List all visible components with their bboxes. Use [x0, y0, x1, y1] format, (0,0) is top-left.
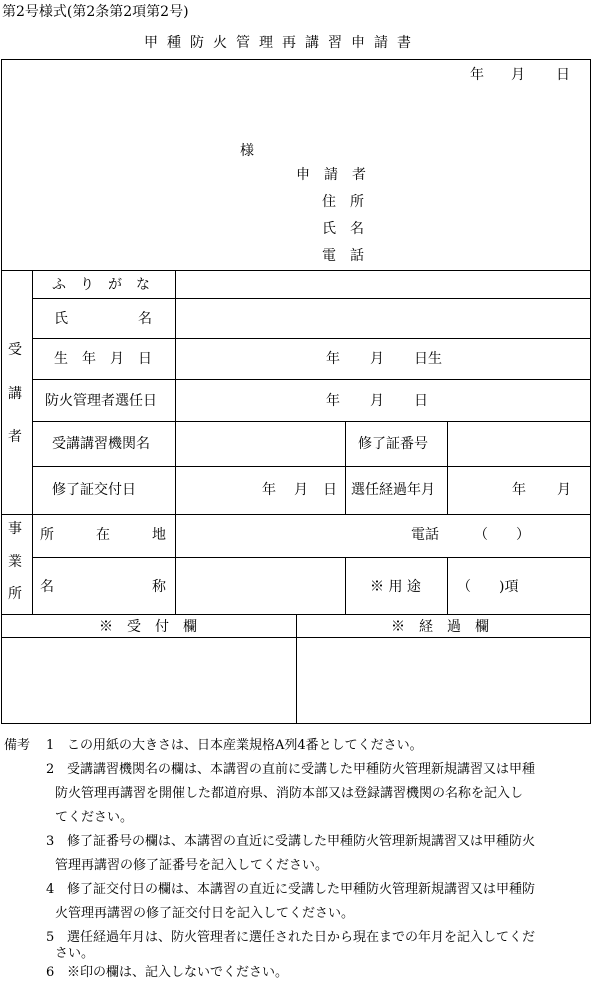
- note-3-line-2: 管理再講習の修了証番号を記入してください。: [55, 858, 329, 873]
- progress-label: ※ 経 過 欄: [391, 619, 489, 635]
- institution-field[interactable]: [176, 422, 345, 466]
- trainee-name-label: 氏 名: [54, 311, 152, 327]
- trainee-label-1: 受: [8, 342, 22, 358]
- date-year: 年: [470, 67, 484, 83]
- appointment-date-label: 防火管理者選任日: [45, 393, 157, 409]
- appointment-year: 年: [326, 393, 340, 409]
- business-name-field[interactable]: [176, 558, 345, 614]
- institution-label: 受講講習機関名: [52, 436, 150, 452]
- trainee-label-3: 者: [8, 429, 22, 445]
- note-2-line-2: 防火管理再講習を開催した都道府県、消防本部又は登録講習機関の名称を記入し: [55, 786, 524, 801]
- reception-label: ※ 受 付 欄: [99, 619, 197, 635]
- issue-day: 日: [323, 482, 337, 498]
- note-6-line-1: ※印の欄は、記入しないでください。: [67, 965, 289, 980]
- trainee-label-2: 講: [8, 386, 22, 402]
- date-month: 月: [511, 67, 525, 83]
- birthdate-label: 生 年 月 日: [54, 351, 152, 367]
- notes-label: 備考: [4, 738, 31, 753]
- business-label-1: 事: [8, 521, 22, 537]
- business-name-label: 名 称: [40, 579, 166, 595]
- issue-year: 年: [262, 482, 276, 498]
- birth-month: 月: [370, 351, 384, 367]
- elapsed-year: 年: [512, 482, 526, 498]
- applicant-label: 申 請 者: [296, 167, 366, 183]
- elapsed-label: 選任経過年月: [351, 482, 435, 498]
- certificate-number-field[interactable]: [448, 422, 590, 466]
- usage-label: ※ 用 途: [370, 579, 421, 595]
- business-label-2: 業: [8, 554, 22, 570]
- form-title: 甲種防火管理再講習申請書: [144, 35, 420, 51]
- certificate-number-label: 修了証番号: [358, 436, 428, 452]
- reception-area: [2, 638, 296, 723]
- date-day: 日: [556, 67, 570, 83]
- business-phone: 電話 （ ）: [411, 527, 530, 543]
- issue-month: 月: [294, 482, 308, 498]
- note-5-number: 5: [46, 930, 55, 945]
- address-label: 住 所: [322, 194, 364, 210]
- name-label: 氏 名: [322, 221, 364, 237]
- phone-label: 電 話: [322, 248, 364, 264]
- note-6-number: 6: [46, 965, 55, 980]
- note-1-number: 1: [46, 738, 55, 753]
- trainee-name-field[interactable]: [176, 299, 590, 338]
- note-3-number: 3: [46, 834, 55, 849]
- birth-day: 日生: [414, 351, 442, 367]
- note-4-line-2: 火管理再講習の修了証交付日を記入してください。: [55, 906, 355, 921]
- note-3-line-1: 修了証番号の欄は、本講習の直近に受講した甲種防火管理新規講習又は甲種防火: [67, 834, 536, 849]
- appointment-day: 日: [414, 393, 428, 409]
- furigana-label: ふ り が な: [52, 277, 150, 293]
- elapsed-month: 月: [557, 482, 571, 498]
- location-field[interactable]: [176, 515, 406, 557]
- note-5-line-2: さい。: [55, 946, 95, 961]
- form-number: 第2号様式(第2条第2項第2号): [2, 4, 189, 20]
- birth-year: 年: [326, 351, 340, 367]
- note-4-number: 4: [46, 882, 55, 897]
- note-2-line-3: てください。: [55, 810, 134, 825]
- note-2-number: 2: [46, 762, 55, 777]
- location-label: 所 在 地: [40, 527, 166, 543]
- progress-area: [297, 638, 590, 723]
- note-4-line-1: 修了証交付日の欄は、本講習の直近に受講した甲種防火管理新規講習又は甲種防: [67, 882, 536, 897]
- note-1-line-1: この用紙の大きさは、日本産業規格A列4番としてください。: [67, 738, 423, 753]
- furigana-field[interactable]: [176, 271, 590, 298]
- addressee-label: 様: [240, 143, 254, 159]
- usage-value: （ )項: [457, 579, 519, 595]
- issue-date-label: 修了証交付日: [52, 482, 136, 498]
- appointment-month: 月: [370, 393, 384, 409]
- note-2-line-1: 受講講習機関名の欄は、本講習の直前に受講した甲種防火管理新規講習又は甲種: [67, 762, 536, 777]
- business-label-3: 所: [8, 586, 22, 602]
- note-5-line-1: 選任経過年月は、防火管理者に選任された日から現在までの年月を記入してくだ: [67, 930, 536, 945]
